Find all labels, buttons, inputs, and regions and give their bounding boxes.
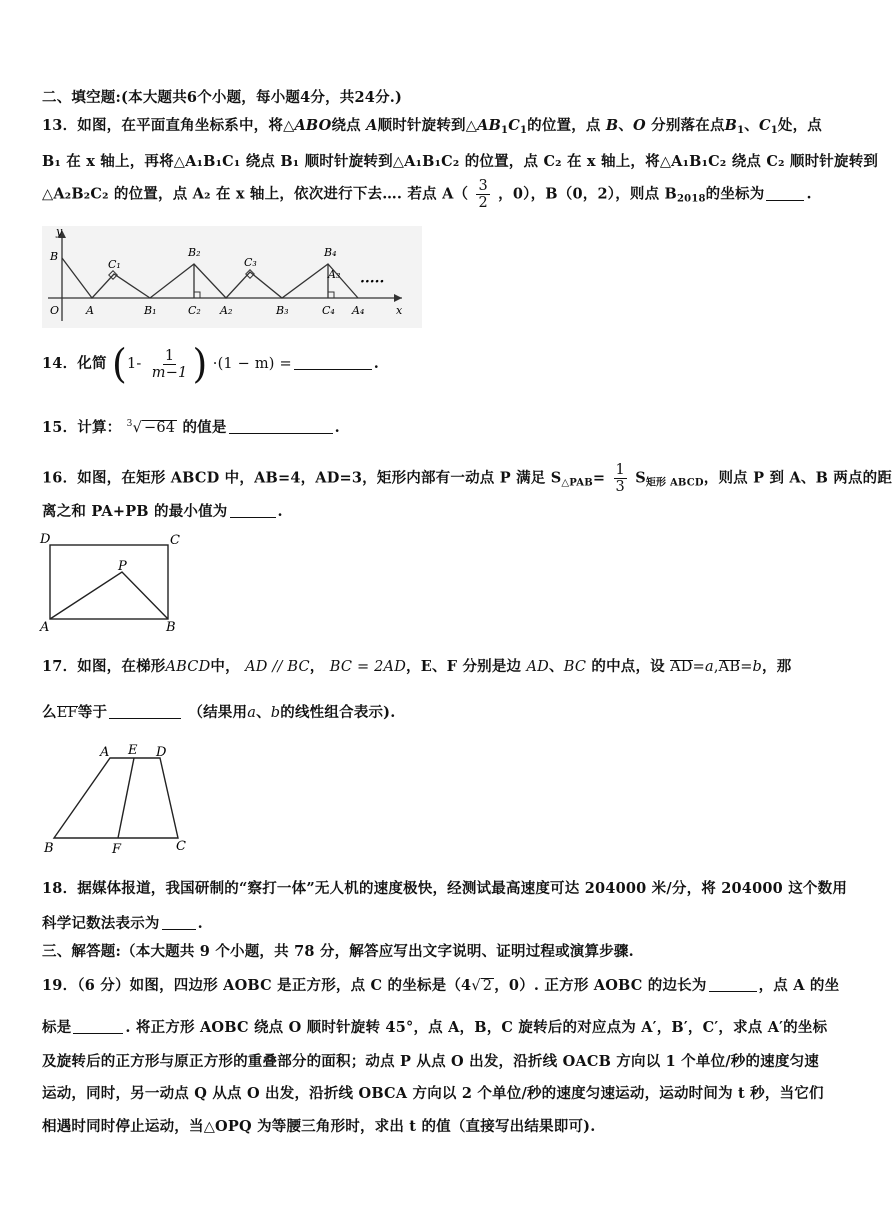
q17-figure [40,738,200,858]
fig17-label-E: E [128,743,138,758]
q16-line-2: 离之和 PA+PB 的最小值为 . [42,503,283,520]
q16-figure [38,530,188,635]
fig13-label-B3: B₃ [276,304,289,317]
fig13-label-B2: B₂ [188,246,201,259]
q16-answer-blank[interactable] [230,503,276,518]
fig17-label-B: B [44,841,54,856]
q18-line-1: 18．据媒体报道，我国研制的“察打一体”无人机的速度极快，经测试最高速度可达 204000 米/分，将 204000 这个数用 [42,880,848,897]
q19-sqrt: √ 2 [471,978,493,994]
q13-line-3: △A₂B₂C₂ 的位置，点 A₂ 在 x 轴上，依次进行下去…. 若点 A（ $\frac{3}{2}$ ，0），B（0，2），则点 $B_{2018}$的坐标为 . [42,178,812,211]
fig13-label-B: B [50,250,59,263]
fig13-label-B1: B₁ [144,304,157,317]
q14-line: 14．化简 (1- $\frac{1}{m-1}$ ) ·(1 − m) = . [42,340,380,388]
fig17-label-C: C [176,839,186,854]
fig13-label-x: x [396,304,403,317]
q14-fraction: $\frac{1}{m-1}$ [151,347,188,381]
fig13-label-C4: C₄ [322,304,335,317]
fig13-continuation-dots: ····· [360,274,385,290]
section-2-header: 二、填空题:(本大题共6个小题，每小题4分，共24分.) [42,89,403,106]
fig17-label-D: D [156,745,167,760]
q19-line-2: 标是 . 将正方形 AOBC 绕点 O 顺时针旋转 45°，点 A，B，C 旋转后的对应点为 A′，B′，C′，求点 A′的坐标 [42,1019,828,1036]
q17-answer-blank[interactable] [109,704,181,719]
q18-answer-blank[interactable] [162,915,196,930]
q19-line-5: 相遇时同时停止运动，当△OPQ 为等腰三角形时，求出 t 的值（直接写出结果即可). [42,1118,596,1135]
section-3-header: 三、解答题:（本大题共 9 个小题，共 78 分，解答应写出文字说明、证明过程或演算步骤. [42,943,634,960]
q15-cube-root: $^3$√ −64 [126,419,176,436]
q13-line-2: B₁ 在 x 轴上，再将△A₁B₁C₁ 绕点 B₁ 顺时针旋转到△A₁B₁C₂ 的位置，点 C₂ 在 x 轴上，将△A₁B₁C₂ 绕点 C₂ 顺时针旋转到 [42,153,879,170]
fig16-label-P: P [118,559,127,574]
q19-point-a-blank[interactable] [73,1019,123,1034]
fig13-label-A4: A₄ [352,304,365,317]
q17-line-1: 17．如图，在梯形ABCD中， AD // BC， BC = 2AD，E、F 分别是边 AD、BC 的中点，设 AD=a,AB=b，那 [42,658,792,675]
q13-figure [42,226,422,328]
q13-line-1: 13．如图，在平面直角坐标系中，将△ABO绕点 A顺时针旋转到$\triangle AB_1C_1$的位置，点 B、O 分别落在点$B_1$、$C_1$处，点 [42,117,823,136]
fig16-label-B: B [166,620,176,635]
fig13-label-y: y [56,225,63,238]
q19-side-length-blank[interactable] [709,977,757,992]
fig13-label-C2: C₂ [188,304,201,317]
fig13-label-C3: C₃ [244,256,257,269]
q14-right-paren: ) [192,340,208,388]
fig16-label-C: C [170,533,180,548]
fig16-label-A: A [40,620,50,635]
q18-line-2: 科学记数法表示为 . [42,915,203,932]
fig16-label-D: D [40,532,51,547]
q17-line-2: 么EF等于 （结果用a、b的线性组合表示). [42,704,396,721]
q14-left-paren: ( [111,340,127,388]
fig13-label-O: O [50,304,60,317]
fig13-label-A2: A₂ [220,304,233,317]
q13-fraction: $\frac{3}{2}$ [478,178,488,211]
fig13-label-C1: C₁ [108,258,121,271]
q19-line-3: 及旋转后的正方形与原正方形的重叠部分的面积；动点 P 从点 O 出发，沿折线 OACB 方向以 1 个单位/秒的速度匀速 [42,1053,819,1070]
q16-line-1: 16．如图，在矩形 ABCD 中，AB=4，AD=3，矩形内部有一动点 P 满足 $S_{\triangle PAB}=$ $\frac{1}{3}$ $S_{矩形 ABCD}$，则点 P 到 A、B 两点的距 [42,462,892,495]
fig13-label-A3: A₃ [328,268,341,281]
q13-answer-blank[interactable] [766,186,804,201]
q14-answer-blank[interactable] [294,355,372,370]
q16-fraction: $\frac{1}{3}$ [615,462,625,495]
fig13-label-A: A [86,304,94,317]
fig17-label-F: F [112,842,122,857]
fig13-label-B4: B₄ [324,246,337,259]
q19-line-1: 19．（6 分）如图，四边形 AOBC 是正方形，点 C 的坐标是（4√ 2 ，0）. 正方形 AOBC 的边长为 ，点 A 的坐 [42,977,840,994]
q15-line: 15．计算： $^3$√ −64 的值是 . [42,419,340,436]
q15-answer-blank[interactable] [229,419,333,434]
q19-line-4: 运动，同时，另一动点 Q 从点 O 出发，沿折线 OBCA 方向以 2 个单位/秒的速度匀速运动，运动时间为 t 秒，当它们 [42,1085,824,1102]
fig17-label-A: A [100,745,110,760]
